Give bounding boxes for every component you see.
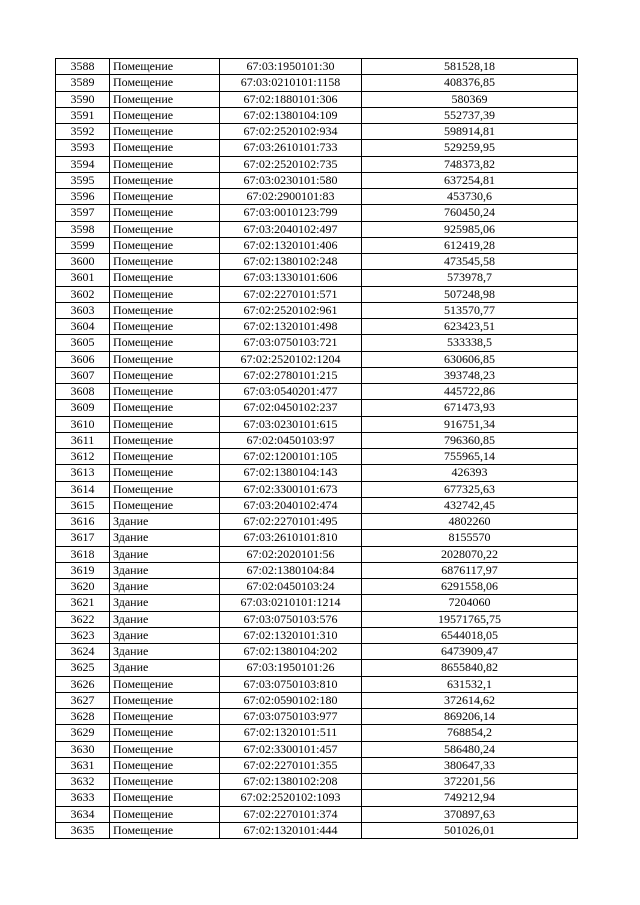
object-type-cell: Помещение bbox=[110, 741, 220, 757]
value-cell: 760450,24 bbox=[362, 205, 578, 221]
object-type-cell: Здание bbox=[110, 644, 220, 660]
row-number-cell: 3621 bbox=[56, 595, 110, 611]
row-number-cell: 3588 bbox=[56, 59, 110, 75]
value-cell: 671473,93 bbox=[362, 400, 578, 416]
value-cell: 916751,34 bbox=[362, 416, 578, 432]
cadastral-number-cell: 67:02:1320101:444 bbox=[220, 822, 362, 838]
object-type-cell: Помещение bbox=[110, 221, 220, 237]
table-row bbox=[56, 416, 578, 432]
cadastral-number-cell: 67:02:1320101:511 bbox=[220, 725, 362, 741]
object-type-cell: Помещение bbox=[110, 237, 220, 253]
value-cell: 612419,28 bbox=[362, 237, 578, 253]
cadastral-number-cell: 67:02:1380104:143 bbox=[220, 465, 362, 481]
object-type-cell: Здание bbox=[110, 546, 220, 562]
object-type-cell: Помещение bbox=[110, 75, 220, 91]
row-number-cell: 3595 bbox=[56, 172, 110, 188]
cadastral-number-cell: 67:02:2520102:1093 bbox=[220, 790, 362, 806]
value-cell: 598914,81 bbox=[362, 124, 578, 140]
table-row bbox=[56, 302, 578, 318]
table-row bbox=[56, 692, 578, 708]
value-cell: 755965,14 bbox=[362, 449, 578, 465]
object-type-cell: Помещение bbox=[110, 676, 220, 692]
row-number-cell: 3624 bbox=[56, 644, 110, 660]
row-number-cell: 3589 bbox=[56, 75, 110, 91]
cadastral-number-cell: 67:02:2520102:961 bbox=[220, 302, 362, 318]
row-number-cell: 3626 bbox=[56, 676, 110, 692]
value-cell: 4802260 bbox=[362, 514, 578, 530]
row-number-cell: 3634 bbox=[56, 806, 110, 822]
cadastral-number-cell: 67:03:0010123:799 bbox=[220, 205, 362, 221]
value-cell: 925985,06 bbox=[362, 221, 578, 237]
value-cell: 623423,51 bbox=[362, 319, 578, 335]
row-number-cell: 3617 bbox=[56, 530, 110, 546]
table-row bbox=[56, 514, 578, 530]
row-number-cell: 3618 bbox=[56, 546, 110, 562]
value-cell: 869206,14 bbox=[362, 709, 578, 725]
table-row bbox=[56, 156, 578, 172]
value-cell: 6473909,47 bbox=[362, 644, 578, 660]
property-table bbox=[55, 58, 578, 839]
table-row bbox=[56, 774, 578, 790]
cadastral-number-cell: 67:02:1200101:105 bbox=[220, 449, 362, 465]
object-type-cell: Помещение bbox=[110, 806, 220, 822]
table-row bbox=[56, 205, 578, 221]
table-row bbox=[56, 546, 578, 562]
object-type-cell: Помещение bbox=[110, 286, 220, 302]
value-cell: 7204060 bbox=[362, 595, 578, 611]
table-row bbox=[56, 660, 578, 676]
object-type-cell: Помещение bbox=[110, 205, 220, 221]
cadastral-number-cell: 67:02:2020101:56 bbox=[220, 546, 362, 562]
row-number-cell: 3603 bbox=[56, 302, 110, 318]
object-type-cell: Здание bbox=[110, 611, 220, 627]
cadastral-number-cell: 67:02:0450103:97 bbox=[220, 432, 362, 448]
row-number-cell: 3597 bbox=[56, 205, 110, 221]
cadastral-number-cell: 67:03:1950101:26 bbox=[220, 660, 362, 676]
row-number-cell: 3611 bbox=[56, 432, 110, 448]
row-number-cell: 3591 bbox=[56, 107, 110, 123]
table-row bbox=[56, 221, 578, 237]
value-cell: 533338,5 bbox=[362, 335, 578, 351]
object-type-cell: Помещение bbox=[110, 91, 220, 107]
cadastral-number-cell: 67:03:0230101:580 bbox=[220, 172, 362, 188]
object-type-cell: Помещение bbox=[110, 351, 220, 367]
row-number-cell: 3606 bbox=[56, 351, 110, 367]
object-type-cell: Помещение bbox=[110, 692, 220, 708]
row-number-cell: 3635 bbox=[56, 822, 110, 838]
value-cell: 380647,33 bbox=[362, 757, 578, 773]
object-type-cell: Помещение bbox=[110, 335, 220, 351]
value-cell: 2028070,22 bbox=[362, 546, 578, 562]
table-row bbox=[56, 627, 578, 643]
object-type-cell: Помещение bbox=[110, 270, 220, 286]
document-page bbox=[55, 58, 577, 839]
table-row bbox=[56, 384, 578, 400]
row-number-cell: 3619 bbox=[56, 562, 110, 578]
cadastral-number-cell: 67:02:1880101:306 bbox=[220, 91, 362, 107]
cadastral-number-cell: 67:02:0450103:24 bbox=[220, 579, 362, 595]
value-cell: 393748,23 bbox=[362, 367, 578, 383]
row-number-cell: 3632 bbox=[56, 774, 110, 790]
row-number-cell: 3609 bbox=[56, 400, 110, 416]
object-type-cell: Помещение bbox=[110, 254, 220, 270]
object-type-cell: Помещение bbox=[110, 481, 220, 497]
table-row bbox=[56, 124, 578, 140]
cadastral-number-cell: 67:03:1330101:606 bbox=[220, 270, 362, 286]
cadastral-number-cell: 67:02:2270101:571 bbox=[220, 286, 362, 302]
table-row bbox=[56, 91, 578, 107]
value-cell: 552737,39 bbox=[362, 107, 578, 123]
cadastral-number-cell: 67:03:0230101:615 bbox=[220, 416, 362, 432]
row-number-cell: 3612 bbox=[56, 449, 110, 465]
row-number-cell: 3596 bbox=[56, 189, 110, 205]
cadastral-number-cell: 67:02:0450102:237 bbox=[220, 400, 362, 416]
row-number-cell: 3622 bbox=[56, 611, 110, 627]
cadastral-number-cell: 67:02:0590102:180 bbox=[220, 692, 362, 708]
object-type-cell: Помещение bbox=[110, 140, 220, 156]
value-cell: 768854,2 bbox=[362, 725, 578, 741]
table-row bbox=[56, 579, 578, 595]
row-number-cell: 3605 bbox=[56, 335, 110, 351]
value-cell: 453730,6 bbox=[362, 189, 578, 205]
row-number-cell: 3613 bbox=[56, 465, 110, 481]
table-row bbox=[56, 644, 578, 660]
object-type-cell: Помещение bbox=[110, 302, 220, 318]
value-cell: 529259,95 bbox=[362, 140, 578, 156]
object-type-cell: Помещение bbox=[110, 172, 220, 188]
object-type-cell: Помещение bbox=[110, 725, 220, 741]
table-row bbox=[56, 806, 578, 822]
value-cell: 631532,1 bbox=[362, 676, 578, 692]
row-number-cell: 3615 bbox=[56, 497, 110, 513]
cadastral-number-cell: 67:02:3300101:673 bbox=[220, 481, 362, 497]
cadastral-number-cell: 67:02:3300101:457 bbox=[220, 741, 362, 757]
table-row bbox=[56, 449, 578, 465]
object-type-cell: Помещение bbox=[110, 367, 220, 383]
object-type-cell: Помещение bbox=[110, 757, 220, 773]
value-cell: 580369 bbox=[362, 91, 578, 107]
table-row bbox=[56, 270, 578, 286]
table-row bbox=[56, 172, 578, 188]
cadastral-number-cell: 67:03:1950101:30 bbox=[220, 59, 362, 75]
cadastral-number-cell: 67:02:2520102:1204 bbox=[220, 351, 362, 367]
table-row bbox=[56, 709, 578, 725]
value-cell: 8655840,82 bbox=[362, 660, 578, 676]
object-type-cell: Здание bbox=[110, 514, 220, 530]
row-number-cell: 3600 bbox=[56, 254, 110, 270]
value-cell: 677325,63 bbox=[362, 481, 578, 497]
table-row bbox=[56, 822, 578, 838]
object-type-cell: Помещение bbox=[110, 449, 220, 465]
cadastral-number-cell: 67:02:2270101:495 bbox=[220, 514, 362, 530]
object-type-cell: Помещение bbox=[110, 59, 220, 75]
cadastral-number-cell: 67:03:2610101:810 bbox=[220, 530, 362, 546]
object-type-cell: Здание bbox=[110, 562, 220, 578]
value-cell: 630606,85 bbox=[362, 351, 578, 367]
value-cell: 796360,85 bbox=[362, 432, 578, 448]
object-type-cell: Помещение bbox=[110, 709, 220, 725]
object-type-cell: Помещение bbox=[110, 400, 220, 416]
table-row bbox=[56, 481, 578, 497]
value-cell: 372614,62 bbox=[362, 692, 578, 708]
cadastral-number-cell: 67:02:1380104:109 bbox=[220, 107, 362, 123]
table-row bbox=[56, 335, 578, 351]
object-type-cell: Здание bbox=[110, 530, 220, 546]
table-row bbox=[56, 432, 578, 448]
row-number-cell: 3625 bbox=[56, 660, 110, 676]
value-cell: 6544018,05 bbox=[362, 627, 578, 643]
cadastral-number-cell: 67:03:0750103:810 bbox=[220, 676, 362, 692]
value-cell: 372201,56 bbox=[362, 774, 578, 790]
object-type-cell: Помещение bbox=[110, 416, 220, 432]
row-number-cell: 3630 bbox=[56, 741, 110, 757]
table-row bbox=[56, 140, 578, 156]
row-number-cell: 3593 bbox=[56, 140, 110, 156]
cadastral-number-cell: 67:03:2610101:733 bbox=[220, 140, 362, 156]
cadastral-number-cell: 67:02:2270101:355 bbox=[220, 757, 362, 773]
row-number-cell: 3623 bbox=[56, 627, 110, 643]
row-number-cell: 3590 bbox=[56, 91, 110, 107]
cadastral-number-cell: 67:02:1320101:310 bbox=[220, 627, 362, 643]
cadastral-number-cell: 67:03:2040102:497 bbox=[220, 221, 362, 237]
table-row bbox=[56, 741, 578, 757]
object-type-cell: Здание bbox=[110, 595, 220, 611]
table-row bbox=[56, 465, 578, 481]
object-type-cell: Помещение bbox=[110, 156, 220, 172]
cadastral-number-cell: 67:02:1380102:208 bbox=[220, 774, 362, 790]
value-cell: 6876117,97 bbox=[362, 562, 578, 578]
cadastral-number-cell: 67:02:1380104:84 bbox=[220, 562, 362, 578]
table-row bbox=[56, 319, 578, 335]
object-type-cell: Помещение bbox=[110, 189, 220, 205]
row-number-cell: 3598 bbox=[56, 221, 110, 237]
value-cell: 748373,82 bbox=[362, 156, 578, 172]
object-type-cell: Помещение bbox=[110, 107, 220, 123]
cadastral-number-cell: 67:03:0750103:721 bbox=[220, 335, 362, 351]
table-row bbox=[56, 530, 578, 546]
table-row bbox=[56, 237, 578, 253]
value-cell: 573978,7 bbox=[362, 270, 578, 286]
cadastral-number-cell: 67:02:1380102:248 bbox=[220, 254, 362, 270]
row-number-cell: 3602 bbox=[56, 286, 110, 302]
cadastral-number-cell: 67:02:2900101:83 bbox=[220, 189, 362, 205]
cadastral-number-cell: 67:02:2520102:735 bbox=[220, 156, 362, 172]
cadastral-number-cell: 67:02:2520102:934 bbox=[220, 124, 362, 140]
table-row bbox=[56, 351, 578, 367]
object-type-cell: Помещение bbox=[110, 432, 220, 448]
object-type-cell: Помещение bbox=[110, 124, 220, 140]
value-cell: 445722,86 bbox=[362, 384, 578, 400]
table-row bbox=[56, 562, 578, 578]
table-row bbox=[56, 611, 578, 627]
value-cell: 749212,94 bbox=[362, 790, 578, 806]
table-row bbox=[56, 189, 578, 205]
value-cell: 473545,58 bbox=[362, 254, 578, 270]
row-number-cell: 3633 bbox=[56, 790, 110, 806]
cadastral-number-cell: 67:03:2040102:474 bbox=[220, 497, 362, 513]
object-type-cell: Помещение bbox=[110, 465, 220, 481]
table-row bbox=[56, 59, 578, 75]
value-cell: 513570,77 bbox=[362, 302, 578, 318]
object-type-cell: Здание bbox=[110, 579, 220, 595]
table-row bbox=[56, 725, 578, 741]
object-type-cell: Помещение bbox=[110, 822, 220, 838]
object-type-cell: Здание bbox=[110, 627, 220, 643]
value-cell: 6291558,06 bbox=[362, 579, 578, 595]
table-row bbox=[56, 400, 578, 416]
value-cell: 8155570 bbox=[362, 530, 578, 546]
table-row bbox=[56, 790, 578, 806]
row-number-cell: 3627 bbox=[56, 692, 110, 708]
value-cell: 501026,01 bbox=[362, 822, 578, 838]
row-number-cell: 3620 bbox=[56, 579, 110, 595]
row-number-cell: 3601 bbox=[56, 270, 110, 286]
table-body bbox=[56, 59, 578, 839]
row-number-cell: 3608 bbox=[56, 384, 110, 400]
value-cell: 432742,45 bbox=[362, 497, 578, 513]
row-number-cell: 3614 bbox=[56, 481, 110, 497]
value-cell: 586480,24 bbox=[362, 741, 578, 757]
table-row bbox=[56, 107, 578, 123]
row-number-cell: 3629 bbox=[56, 725, 110, 741]
value-cell: 581528,18 bbox=[362, 59, 578, 75]
row-number-cell: 3592 bbox=[56, 124, 110, 140]
table-row bbox=[56, 757, 578, 773]
table-row bbox=[56, 286, 578, 302]
cadastral-number-cell: 67:03:0750103:576 bbox=[220, 611, 362, 627]
row-number-cell: 3607 bbox=[56, 367, 110, 383]
row-number-cell: 3604 bbox=[56, 319, 110, 335]
table-row bbox=[56, 367, 578, 383]
object-type-cell: Здание bbox=[110, 660, 220, 676]
object-type-cell: Помещение bbox=[110, 384, 220, 400]
cadastral-number-cell: 67:02:1380104:202 bbox=[220, 644, 362, 660]
table-row bbox=[56, 497, 578, 513]
table-row bbox=[56, 595, 578, 611]
row-number-cell: 3594 bbox=[56, 156, 110, 172]
cadastral-number-cell: 67:03:0210101:1214 bbox=[220, 595, 362, 611]
cadastral-number-cell: 67:02:2270101:374 bbox=[220, 806, 362, 822]
object-type-cell: Помещение bbox=[110, 497, 220, 513]
table-row bbox=[56, 254, 578, 270]
row-number-cell: 3610 bbox=[56, 416, 110, 432]
value-cell: 637254,81 bbox=[362, 172, 578, 188]
row-number-cell: 3599 bbox=[56, 237, 110, 253]
row-number-cell: 3628 bbox=[56, 709, 110, 725]
cadastral-number-cell: 67:03:0750103:977 bbox=[220, 709, 362, 725]
cadastral-number-cell: 67:02:2780101:215 bbox=[220, 367, 362, 383]
cadastral-number-cell: 67:02:1320101:498 bbox=[220, 319, 362, 335]
table-row bbox=[56, 676, 578, 692]
value-cell: 408376,85 bbox=[362, 75, 578, 91]
cadastral-number-cell: 67:03:0540201:477 bbox=[220, 384, 362, 400]
value-cell: 19571765,75 bbox=[362, 611, 578, 627]
object-type-cell: Помещение bbox=[110, 790, 220, 806]
value-cell: 507248,98 bbox=[362, 286, 578, 302]
cadastral-number-cell: 67:03:0210101:1158 bbox=[220, 75, 362, 91]
object-type-cell: Помещение bbox=[110, 774, 220, 790]
table-row bbox=[56, 75, 578, 91]
row-number-cell: 3631 bbox=[56, 757, 110, 773]
value-cell: 426393 bbox=[362, 465, 578, 481]
object-type-cell: Помещение bbox=[110, 319, 220, 335]
row-number-cell: 3616 bbox=[56, 514, 110, 530]
value-cell: 370897,63 bbox=[362, 806, 578, 822]
cadastral-number-cell: 67:02:1320101:406 bbox=[220, 237, 362, 253]
